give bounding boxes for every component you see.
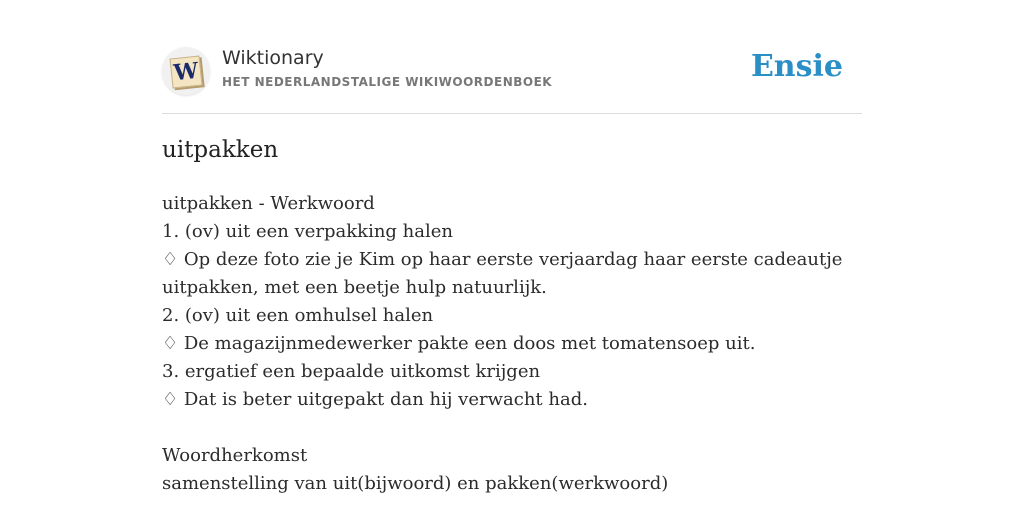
site-subtitle: HET NEDERLANDSTALIGE WIKIWOORDENBOEK: [222, 75, 553, 89]
entry-line: 1. (ov) uit een verpakking halen: [162, 221, 454, 242]
header: [162, 44, 862, 98]
etymology-text: samenstelling van uit(bijwoord) en pakken(werkwoord): [162, 473, 669, 494]
etymology-heading: Woordherkomst: [162, 445, 308, 466]
spacer: [162, 414, 862, 442]
entry-line: uitpakken - Werkwoord: [162, 193, 375, 214]
entry-line: ♢ Dat is beter uitgepakt dan hij verwacht had.: [162, 389, 588, 410]
site-name[interactable]: Wiktionary: [222, 47, 324, 69]
entry-line: uitpakken, met een beetje hulp natuurlijk.: [162, 277, 547, 298]
entry-line: ♢ De magazijnmedewerker pakte een doos met tomatensoep uit.: [162, 333, 756, 354]
logo-letter: W: [170, 56, 203, 89]
ensie-brand-logo[interactable]: Ensie: [750, 49, 843, 84]
entry-line: 2. (ov) uit een omhulsel halen: [162, 305, 434, 326]
page-title: uitpakken: [162, 137, 279, 163]
entry-line: 3. ergatief een bepaalde uitkomst krijgen: [162, 361, 541, 382]
entry-line: ♢ Op deze foto zie je Kim op haar eerste verjaardag haar eerste cadeautje: [162, 249, 843, 270]
wiktionary-logo-icon[interactable]: [162, 47, 210, 95]
header-divider: [162, 113, 862, 114]
entry-content: [162, 190, 862, 498]
